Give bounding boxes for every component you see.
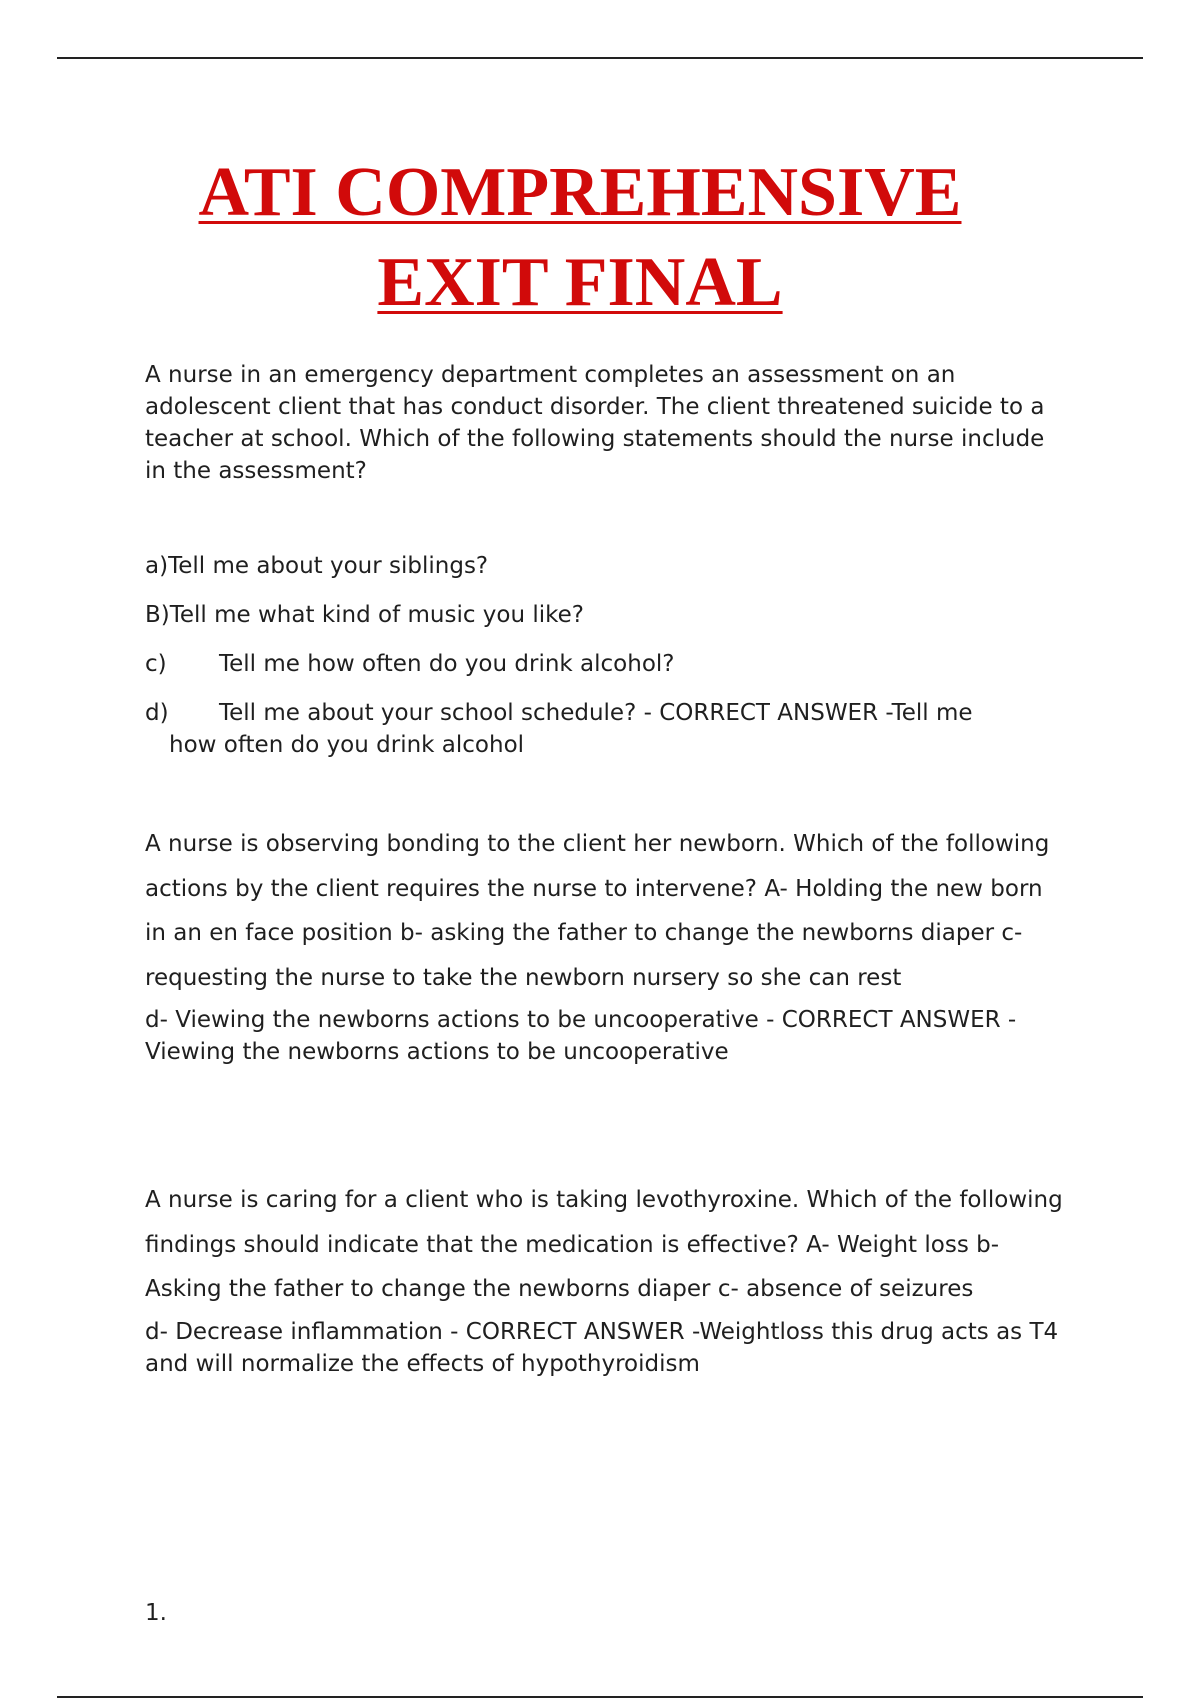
bottom-rule (57, 1696, 1143, 1698)
question-1-option-d-continuation: how often do you drink alcohol (169, 732, 525, 758)
title-line-2: EXIT FINAL (377, 244, 783, 321)
question-3 (145, 1178, 1065, 1380)
question-2-stem: A nurse is observing bonding to the client her newborn. Which of the following actions by the client requires the nurse to intervene? A- Holding the new born in an en face position b- asking the father to change the newborns diaper c- requesting the nurse to take the newborn nursery so she can rest (145, 831, 1050, 991)
option-c-label: c) (145, 651, 167, 677)
option-d-label: d) (145, 700, 169, 726)
question-1-option-a: a)Tell me about your siblings? (145, 553, 489, 579)
title-line-1: ATI COMPREHENSIVE (198, 154, 962, 231)
question-2-option-d: d- Viewing the newborns actions to be uncooperative - CORRECT ANSWER -Viewing the newborns actions to be uncooperative (145, 1007, 1017, 1065)
question-3-option-d: d- Decrease inflammation - CORRECT ANSWER -Weightloss this drug acts as T4 and will normalize the effects of hypothyroidism (145, 1318, 1059, 1377)
top-rule (57, 57, 1143, 59)
question-1 (145, 359, 1065, 487)
document-title (0, 148, 1160, 328)
option-d-text: Tell me about your school schedule? - CORRECT ANSWER -Tell me (219, 700, 973, 726)
question-1-option-d (145, 697, 1065, 729)
question-3-stem: A nurse is caring for a client who is taking levothyroxine. Which of the following findings should indicate that the medication is effective? A- Weight loss b- Asking the father to change the newborns diaper c- absence of seizures (145, 1187, 1063, 1302)
option-c-text: Tell me how often do you drink alcohol? (219, 651, 675, 677)
question-1-options (145, 550, 1065, 761)
question-2 (145, 822, 1065, 1068)
list-marker (145, 1597, 1065, 1629)
question-1-stem: A nurse in an emergency department completes an assessment on an adolescent client that has conduct disorder. The client threatened suicide to a teacher at school. Which of the following statements should the nurse include in the assessment? (145, 362, 1045, 484)
question-1-option-c (145, 648, 1065, 680)
question-1-option-b: B)Tell me what kind of music you like? (145, 602, 585, 628)
list-marker-text: 1. (145, 1600, 167, 1626)
